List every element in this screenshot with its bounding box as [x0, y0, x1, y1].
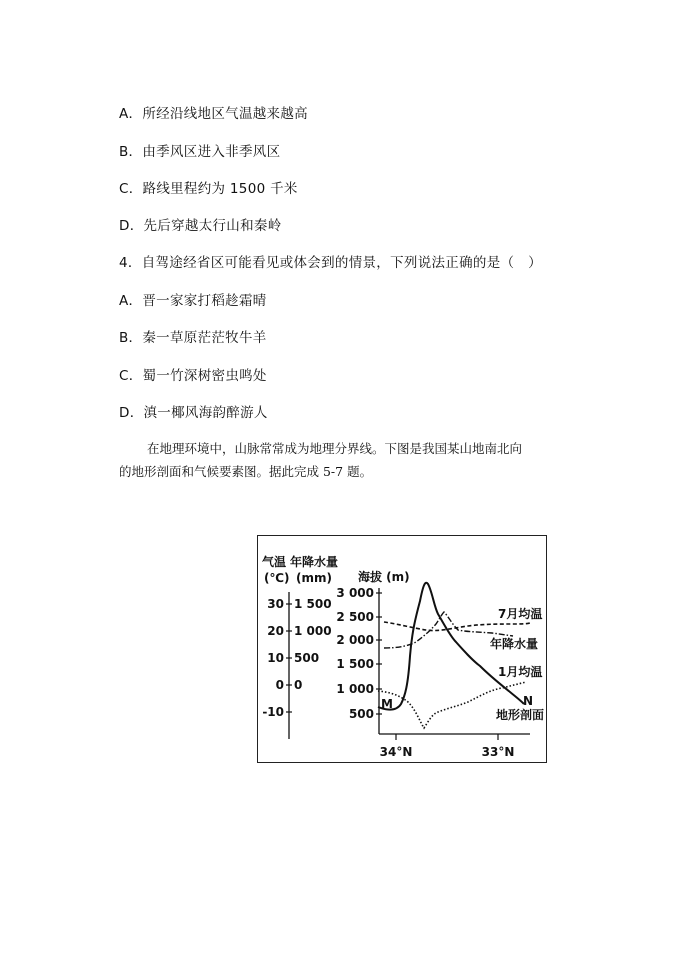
option-text: 所经沿线地区气温越来越高 [142, 106, 308, 122]
elevation-tick: 500 [348, 707, 374, 721]
option-letter: B． [119, 330, 143, 346]
elevation-axis-label: 海拔 (m) [358, 570, 410, 584]
q3-option-b [119, 140, 280, 160]
intro-line-2: 的地形剖面和气候要素图。据此完成 5-7 题。 [119, 464, 373, 479]
precip-tick: 0 [294, 678, 303, 692]
temp-unit: (℃) [264, 571, 290, 585]
option-letter: B． [119, 144, 143, 160]
temp-axis-label: 气温 [262, 555, 287, 569]
temp-tick: 10 [267, 651, 284, 665]
q4-option-b [119, 326, 267, 346]
q3-option-d [119, 214, 282, 234]
precip-tick: 1 000 [294, 624, 332, 638]
elevation-tick: 2 500 [336, 610, 374, 624]
option-text: 晋一家家打稻趁霜晴 [142, 293, 267, 309]
option-letter: D． [119, 218, 144, 234]
q4-option-c [119, 364, 267, 384]
x-tick-34n: 34°N [379, 745, 413, 759]
precip-axis-label: 年降水量 [290, 555, 339, 569]
elevation-tick: 1 000 [336, 682, 374, 696]
temp-tick: 0 [275, 678, 284, 692]
point-n-label: N [523, 694, 534, 708]
option-letter: C． [119, 368, 143, 384]
question-4: 4．自驾途经省区可能看见或体会到的情景，下列说法正确的是（ ） [119, 255, 542, 271]
q3-option-c [119, 177, 298, 197]
option-letter: C． [119, 181, 143, 197]
q4-option-d [119, 401, 268, 421]
option-text: 蜀一竹深树密虫鸣处 [142, 368, 267, 384]
legend-precipitation: 年降水量 [490, 637, 539, 651]
legend-terrain-profile: 地形剖面 [496, 708, 545, 722]
elevation-tick: 3 000 [336, 586, 374, 600]
intro-line-1: 在地理环境中，山脉常常成为地理分界线。下图是我国某山地南北向 [147, 441, 523, 456]
option-letter: A． [119, 106, 143, 122]
elevation-tick: 2 000 [336, 633, 374, 647]
q3-option-a [119, 102, 308, 122]
figure-svg [258, 536, 548, 764]
option-text: 由季风区进入非季风区 [142, 144, 281, 160]
option-letter: A． [119, 293, 143, 309]
option-text: 路线里程约为 1500 千米 [142, 181, 298, 197]
legend-january-temp: 1月均温 [498, 665, 543, 679]
option-text: 先后穿越太行山和秦岭 [143, 218, 282, 234]
option-letter: D． [119, 405, 144, 421]
option-text: 秦一草原茫茫牧牛羊 [142, 330, 267, 346]
x-tick-33n: 33°N [481, 745, 515, 759]
temp-tick: -10 [262, 705, 284, 719]
precip-tick: 1 500 [294, 597, 332, 611]
point-m-label: M [381, 697, 393, 711]
terrain-climate-figure [257, 535, 547, 763]
q4-option-a [119, 289, 267, 309]
legend-july-temp: 7月均温 [498, 607, 543, 621]
temp-tick: 20 [267, 624, 284, 638]
option-text: 滇一椰风海韵醉游人 [143, 405, 268, 421]
elevation-tick: 1 500 [336, 657, 374, 671]
temp-tick: 30 [267, 597, 284, 611]
precip-tick: 500 [294, 651, 320, 665]
precip-unit: (mm) [296, 571, 332, 585]
